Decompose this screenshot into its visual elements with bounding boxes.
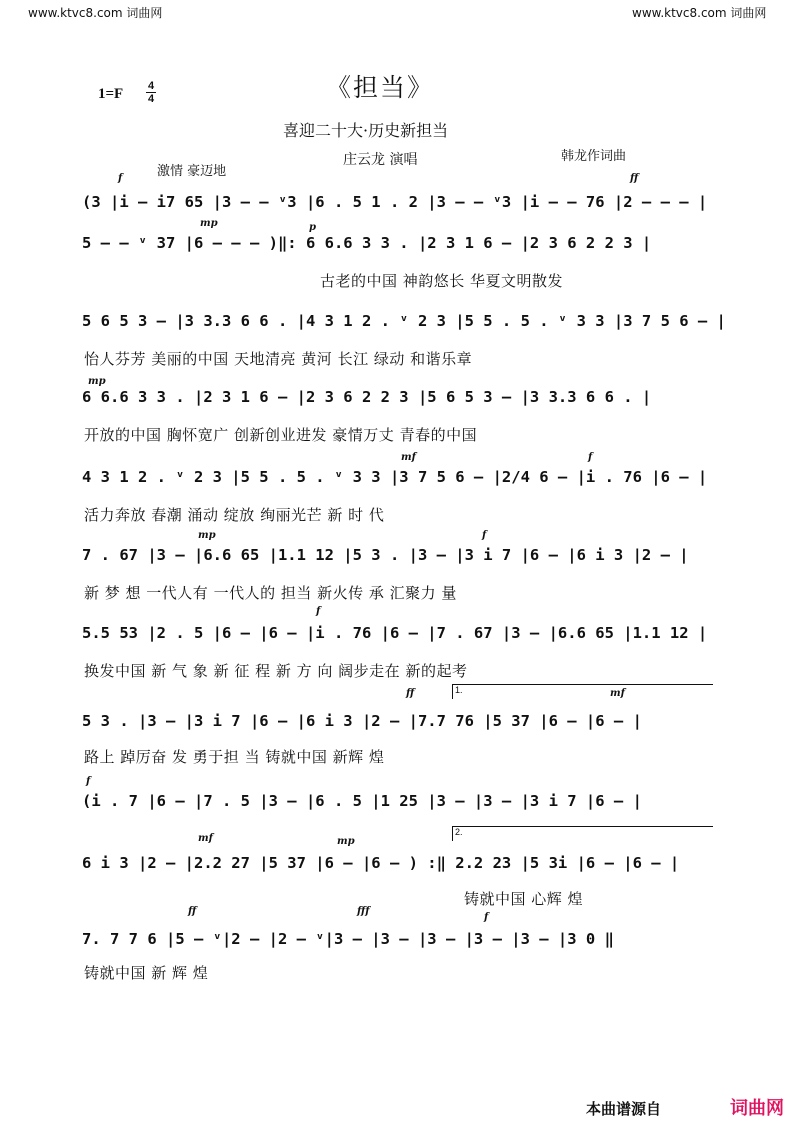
dynamic-mark: f bbox=[118, 173, 123, 184]
watermark-right: www.ktvc8.com 词曲网 bbox=[632, 6, 767, 20]
dynamic-mark: mf bbox=[198, 833, 213, 844]
dynamic-mark: ff bbox=[188, 906, 197, 917]
score-system-5-lyric: 活力奔放 春潮 涌动 绽放 绚丽光芒 新 时 代 bbox=[84, 506, 385, 524]
score-system-2-notes: 5 – – ᵛ 37 |6 – – – )‖: 6 6.6 3 3 . |2 3 1 6 – |2 3 6 2 2 3 | bbox=[82, 234, 652, 252]
site-logo: 词曲网 bbox=[730, 1098, 784, 1119]
key-signature: 1=F bbox=[98, 86, 124, 102]
volta-second-ending: 2. bbox=[452, 826, 713, 841]
dynamic-mark: mp bbox=[198, 530, 216, 541]
score-system-6-notes: 7 . 67 |3 – |6.6 65 |1.1 12 |5 3 . |3 – |3 i 7 |6 – |6 i 3 |2 – | bbox=[82, 546, 689, 564]
score-system-3-lyric: 怡人芬芳 美丽的中国 天地清亮 黄河 长江 绿动 和谐乐章 bbox=[84, 350, 473, 368]
dynamic-mark: p bbox=[309, 222, 316, 233]
time-signature-bottom: 4 bbox=[147, 93, 155, 105]
time-signature-top: 4 bbox=[147, 80, 155, 92]
dynamic-mark: mp bbox=[88, 376, 106, 387]
score-system-1-notes: (3 |i – i7 65 |3 – – ᵛ3 |6 . 5 1 . 2 |3 – – ᵛ3 |i – – 76 |2 – – – | bbox=[82, 193, 708, 211]
song-title: 《担当》 bbox=[326, 73, 435, 102]
dynamic-mark: f bbox=[588, 452, 593, 463]
dynamic-mark: mp bbox=[200, 218, 218, 229]
dynamic-mark: ff bbox=[406, 688, 415, 699]
dynamic-mark: f bbox=[482, 530, 487, 541]
dynamic-mark: f bbox=[86, 776, 91, 787]
dynamic-mark: mf bbox=[610, 688, 625, 699]
score-system-7-lyric: 换发中国 新 气 象 新 征 程 新 方 向 阔步走在 新的起考 bbox=[84, 662, 468, 680]
volta-first-ending: 1. bbox=[452, 684, 713, 699]
score-system-8-notes: 5 3 . |3 – |3 i 7 |6 – |6 i 3 |2 – |7.7 76 |5 37 |6 – |6 – | bbox=[82, 712, 642, 730]
dynamic-mark: mf bbox=[401, 452, 416, 463]
score-system-11-lyric: 铸就中国 新 辉 煌 bbox=[84, 964, 209, 982]
time-signature bbox=[146, 80, 156, 105]
score-system-10-lyric: 铸就中国 心辉 煌 bbox=[464, 890, 584, 908]
song-subtitle: 喜迎二十大·历史新担当 bbox=[283, 121, 449, 140]
composer-credit: 韩龙作词曲 bbox=[561, 149, 627, 164]
tempo-marking: 激情 豪迈地 bbox=[157, 164, 227, 179]
score-system-3-notes: 5 6 5 3 – |3 3.3 6 6 . |4 3 1 2 . ᵛ 2 3 |5 5 . 5 . ᵛ 3 3 |3 7 5 6 – | bbox=[82, 312, 726, 330]
score-system-4-notes: 6 6.6 3 3 . |2 3 1 6 – |2 3 6 2 2 3 |5 6 5 3 – |3 3.3 6 6 . | bbox=[82, 388, 652, 406]
singer-credit: 庄云龙 演唱 bbox=[343, 152, 418, 168]
score-system-8-lyric: 路上 踔厉奋 发 勇于担 当 铸就中国 新辉 煌 bbox=[84, 748, 385, 766]
score-system-9-notes: (i . 7 |6 – |7 . 5 |3 – |6 . 5 |1 25 |3 – |3 – |3 i 7 |6 – | bbox=[82, 792, 642, 810]
score-system-11-notes: 7. 7 7 6 |5 – ᵛ|2 – |2 – ᵛ|3 – |3 – |3 – |3 – |3 – |3 0 ‖ bbox=[82, 930, 614, 948]
score-system-10-notes: 6 i 3 |2 – |2.2 27 |5 37 |6 – |6 – ) :‖ 2.2 23 |5 3i |6 – |6 – | bbox=[82, 854, 680, 872]
dynamic-mark: fff bbox=[357, 906, 370, 917]
score-system-2-lyric: 古老的中国 神韵悠长 华夏文明散发 bbox=[320, 272, 564, 290]
dynamic-mark: f bbox=[484, 912, 489, 923]
score-system-7-notes: 5.5 53 |2 . 5 |6 – |6 – |i . 76 |6 – |7 . 67 |3 – |6.6 65 |1.1 12 | bbox=[82, 624, 708, 642]
score-system-4-lyric: 开放的中国 胸怀宽广 创新创业进发 豪情万丈 青春的中国 bbox=[84, 426, 478, 444]
dynamic-mark: ff bbox=[630, 173, 639, 184]
score-system-6-lyric: 新 梦 想 一代人有 一代人的 担当 新火传 承 汇聚力 量 bbox=[84, 584, 457, 602]
source-label: 本曲谱源自 bbox=[586, 1100, 662, 1118]
score-system-5-notes: 4 3 1 2 . ᵛ 2 3 |5 5 . 5 . ᵛ 3 3 |3 7 5 6 – |2/4 6 – |i . 76 |6 – | bbox=[82, 468, 708, 486]
dynamic-mark: f bbox=[316, 606, 321, 617]
dynamic-mark: mp bbox=[337, 836, 355, 847]
watermark-left: www.ktvc8.com 词曲网 bbox=[28, 6, 163, 20]
